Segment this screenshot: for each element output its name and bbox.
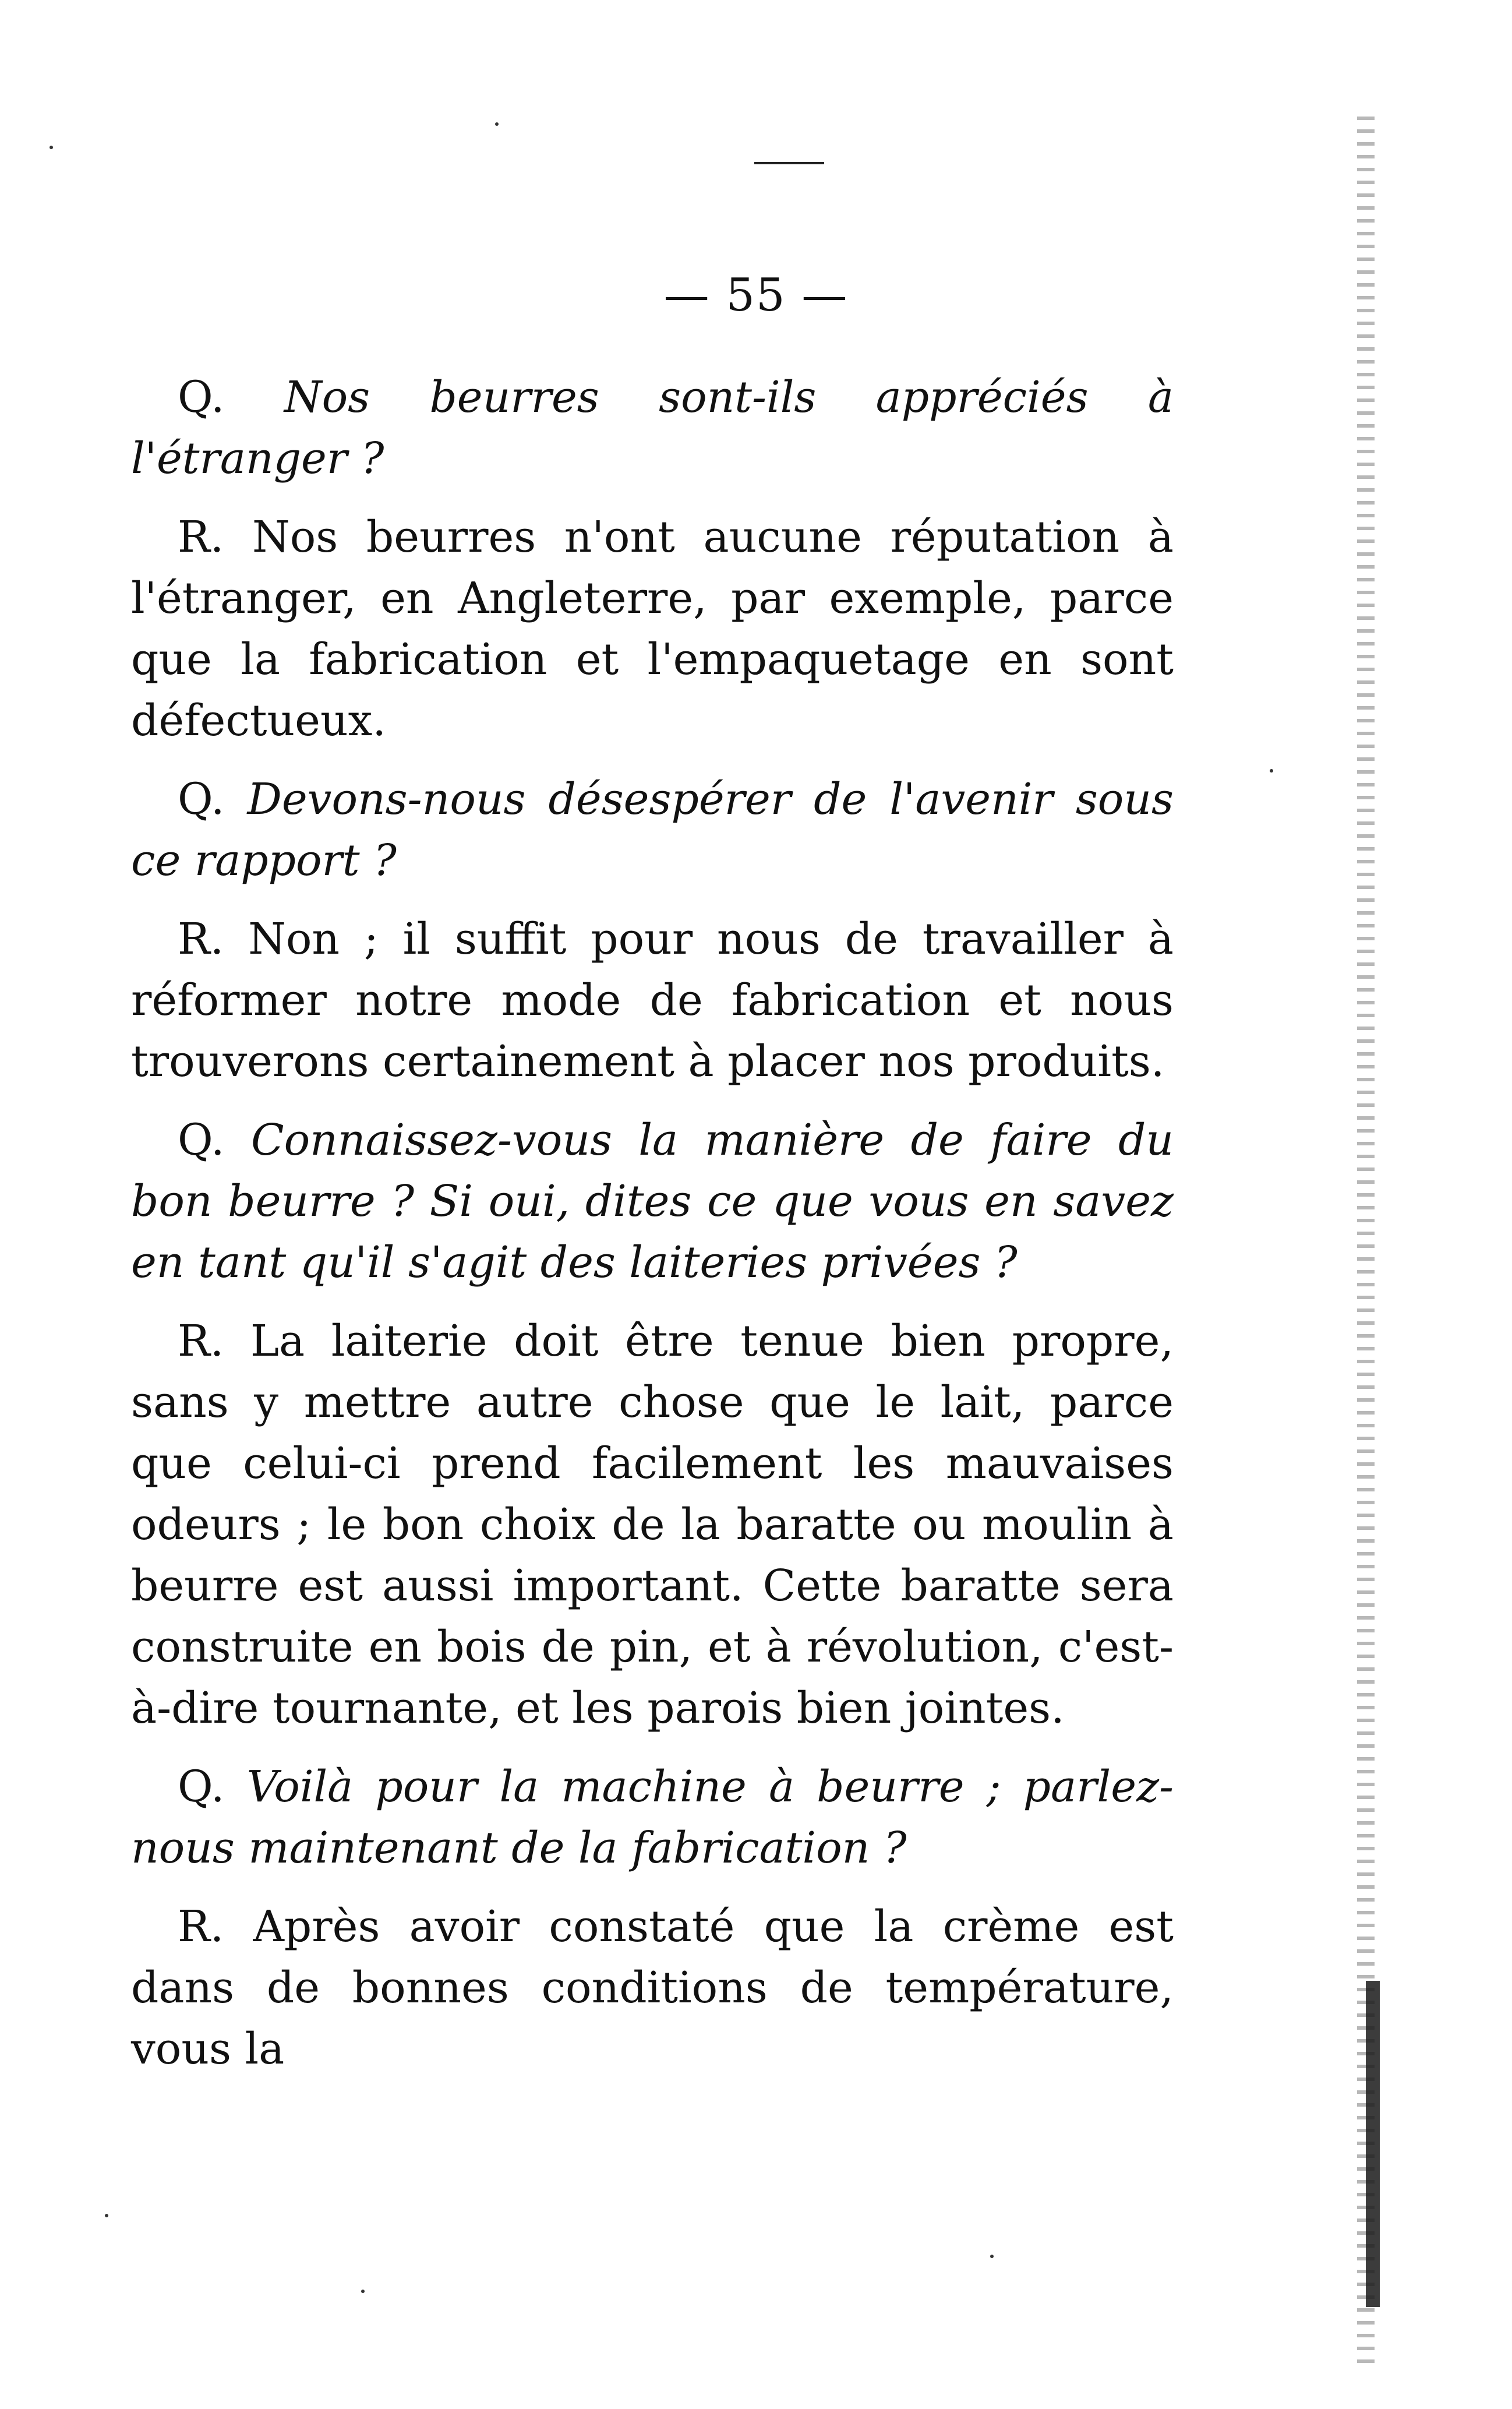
answer-text: Nos beurres n'ont aucune réputation à l'étranger, en Angleterre, par exemple, parce que la fabrication et l'empaquetage en sont défectueux.: [131, 512, 1174, 746]
scan-speck: [1270, 769, 1273, 773]
question-label: Q.: [178, 774, 225, 824]
answer-text: Après avoir constaté que la crème est dans de bonnes conditions de température, vous la: [131, 1902, 1174, 2074]
scan-speck: [50, 146, 53, 149]
qa-text-block: [131, 367, 1174, 2097]
scan-speck: [495, 122, 499, 126]
answer-text: La laiterie doit être tenue bien propre, sans y mettre autre chose que le lait, parce que celui-ci prend facilement les mauvaises odeurs ; le bon choix de la baratte ou moulin à beurre est aussi important. Cette baratte sera construite en bois de pin, et à révolution, c'est-à-dire tournante, et les parois bien jointes.: [131, 1316, 1174, 1733]
scan-speck: [105, 2214, 108, 2217]
question-text: Connaissez-vous la manière de faire du bon beurre ? Si oui, dites ce que vous en savez en tant qu'il s'agit des laiteries privées ?: [131, 1115, 1174, 1288]
question-label: Q.: [178, 1762, 225, 1812]
question-label: Q.: [178, 372, 225, 422]
question-text: Voilà pour la machine à beurre ; parlez-nous maintenant de la fabrication ?: [131, 1762, 1174, 1873]
answer-text: Non ; il suffit pour nous de travailler à réformer notre mode de fabrication et nous trouverons certainement à placer nos produits.: [131, 914, 1174, 1087]
answer-paragraph: [131, 1311, 1174, 1739]
scan-speck: [990, 2255, 994, 2258]
page-number: — 55 —: [663, 269, 849, 322]
top-rule: [754, 162, 824, 164]
answer-label: R.: [178, 914, 224, 964]
answer-paragraph: [131, 507, 1174, 752]
scan-binding-shadow: [1366, 1981, 1380, 2307]
answer-label: R.: [178, 512, 224, 562]
question-paragraph: [131, 1110, 1174, 1293]
scan-speck: [361, 2290, 365, 2293]
answer-label: R.: [178, 1316, 224, 1366]
question-text: Nos beurres sont-ils appréciés à l'étranger ?: [131, 372, 1174, 484]
question-label: Q.: [178, 1115, 225, 1165]
answer-label: R.: [178, 1902, 224, 1952]
answer-paragraph: [131, 1896, 1174, 2080]
answer-paragraph: [131, 909, 1174, 1092]
question-paragraph: [131, 1757, 1174, 1879]
question-paragraph: [131, 769, 1174, 891]
question-text: Devons-nous désespérer de l'avenir sous ce rapport ?: [131, 774, 1174, 886]
question-paragraph: [131, 367, 1174, 489]
